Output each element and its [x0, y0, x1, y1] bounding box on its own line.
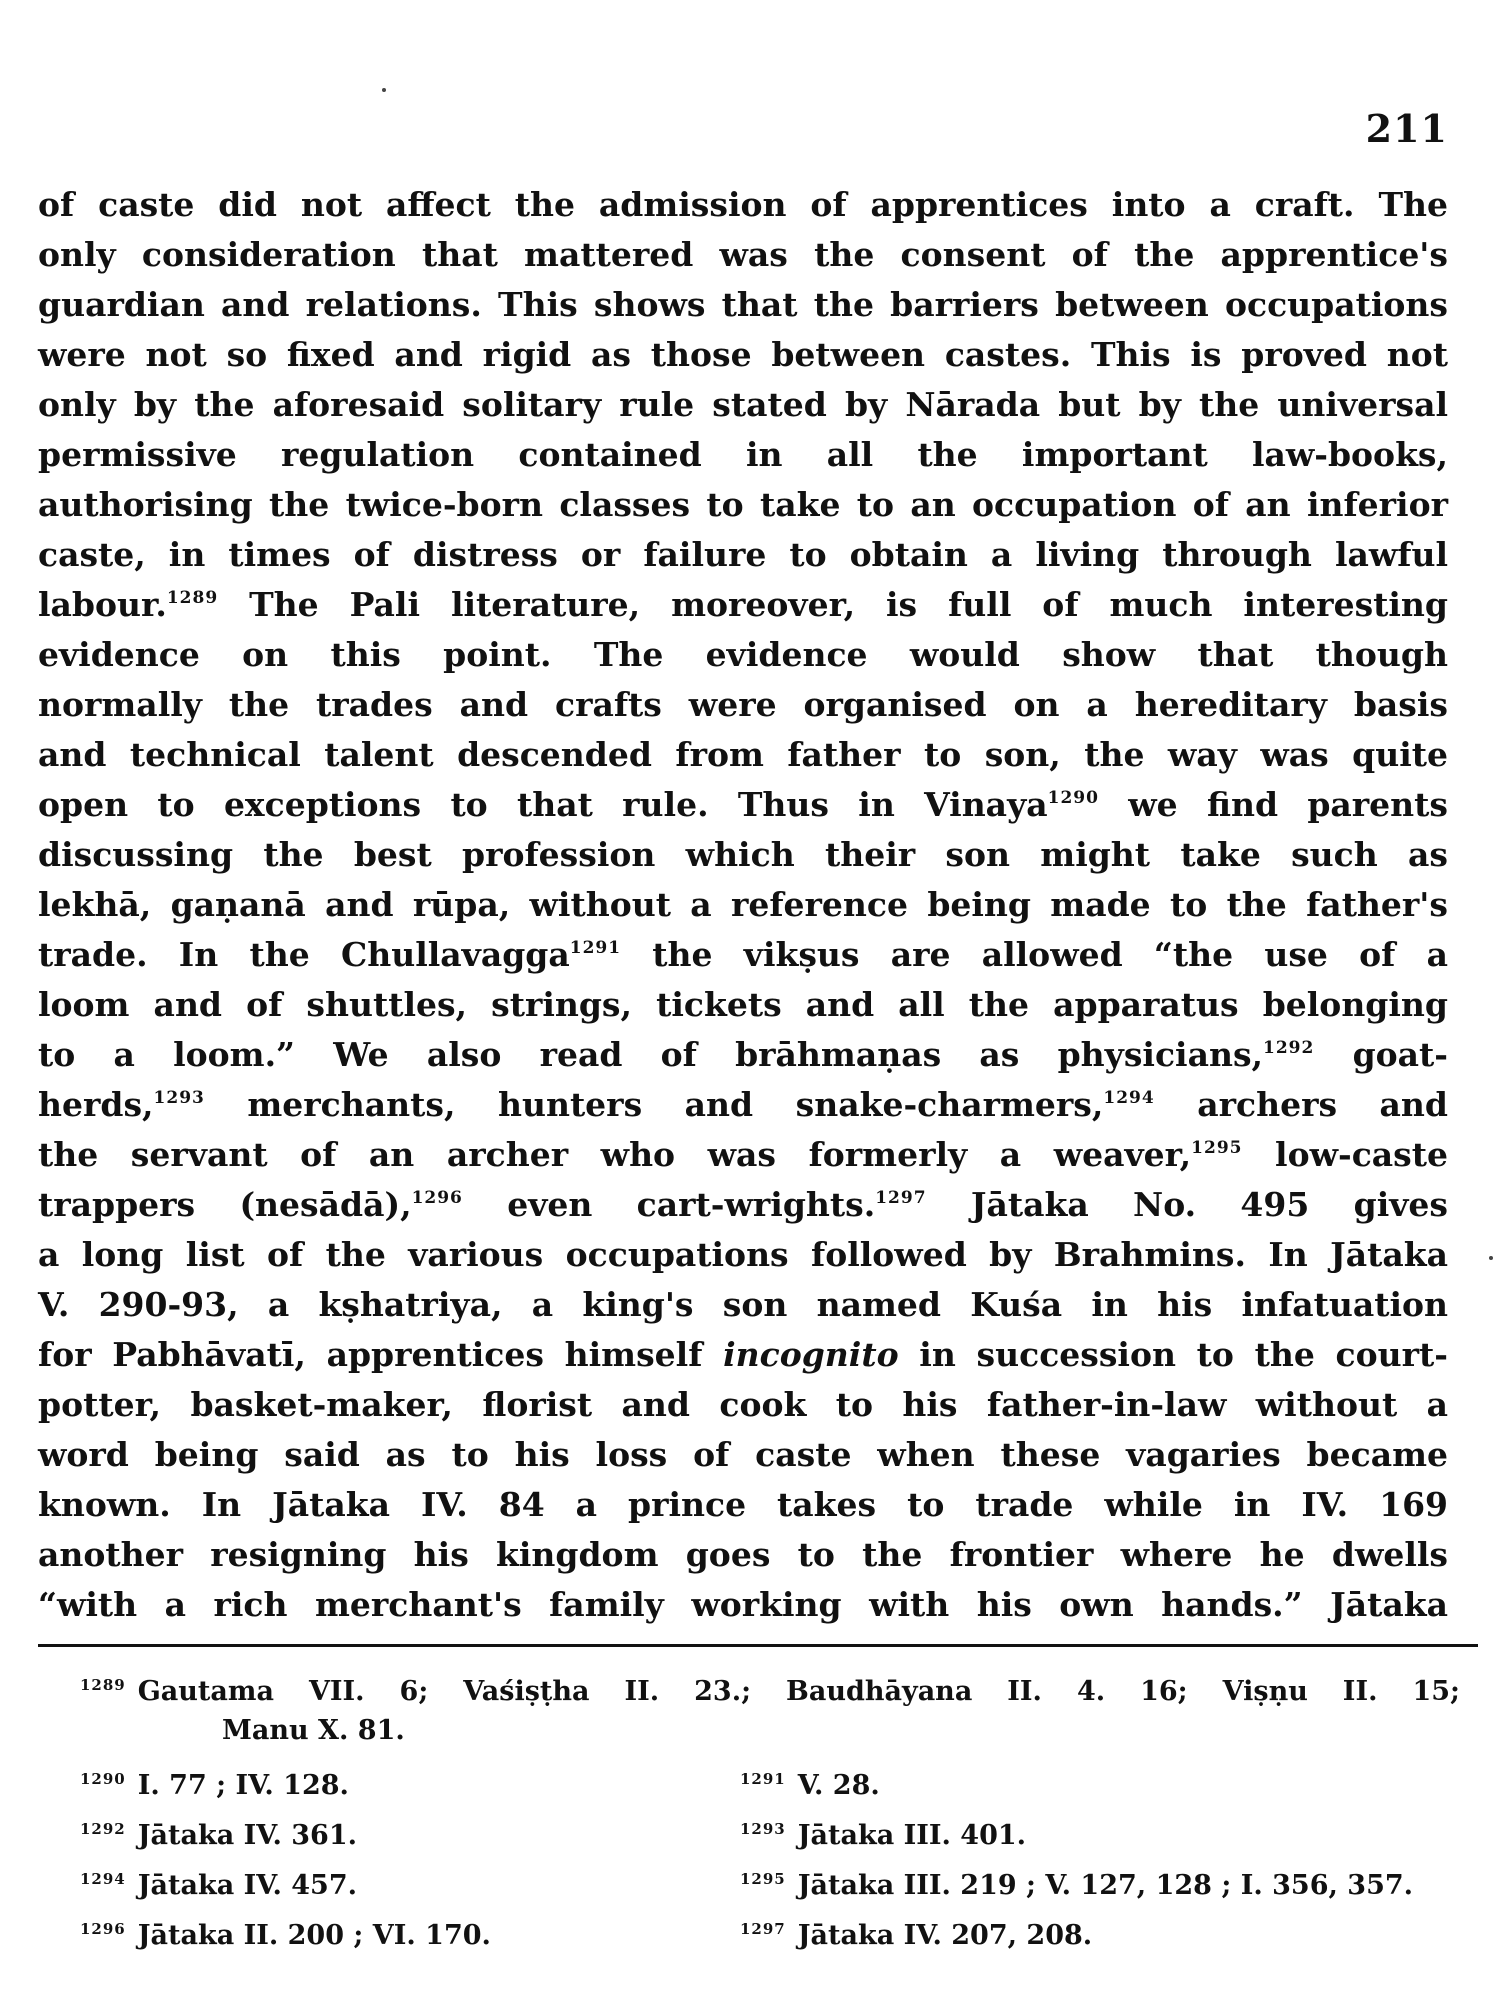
text-segment: “with a rich merchant's family working with his own hands.” Jātaka	[38, 1585, 1448, 1624]
footnote-number: 1292	[80, 1820, 126, 1838]
footnote-number: 1293	[740, 1820, 786, 1838]
footnote-ref: 1289	[166, 588, 219, 608]
footnote-row	[80, 1754, 1460, 1804]
text-segment: discussing the best profession which their son might take such as	[38, 835, 1448, 874]
footnote-ref: 1296	[411, 1188, 463, 1208]
text-line	[38, 1080, 1448, 1130]
text-segment: to a loom.” We also read of brāhmaṇas as physicians,	[38, 1035, 1264, 1074]
footnote-1292	[80, 1804, 740, 1854]
print-speck	[1489, 1256, 1493, 1260]
text-line	[38, 680, 1448, 730]
text-segment: caste, in times of distress or failure to obtain a living through lawful	[38, 535, 1448, 574]
footnote-text: Jātaka IV. 457.	[137, 1870, 358, 1901]
text-segment: lekhā, gaṇanā and rūpa, without a reference being made to the father's	[38, 885, 1448, 924]
footnote-pairs	[80, 1754, 1460, 1954]
text-line	[38, 380, 1448, 430]
text-segment: trappers (nesādā),	[38, 1185, 412, 1224]
text-segment: we find parents	[1098, 785, 1448, 824]
text-segment: potter, basket-maker, florist and cook to his father-in-law without a	[38, 1385, 1448, 1424]
footnote-row	[80, 1904, 1460, 1954]
italic-text: incognito	[723, 1335, 899, 1374]
text-segment: labour.	[38, 585, 167, 624]
text-line	[38, 980, 1448, 1030]
footnote-number: 1295	[740, 1870, 786, 1888]
page-number: 211	[1365, 106, 1448, 151]
text-segment: authorising the twice-born classes to take to an occupation of an inferior	[38, 485, 1448, 524]
text-segment: low-caste	[1242, 1135, 1448, 1174]
footnote-text: Jātaka IV. 361.	[137, 1820, 358, 1851]
text-segment: goat-	[1314, 1035, 1448, 1074]
footnote-1289	[80, 1662, 1460, 1708]
text-line	[38, 780, 1448, 830]
footnote-number: 1291	[740, 1770, 786, 1788]
text-segment: The Pali literature, moreover, is full of much interesting	[218, 585, 1448, 624]
footnote-text: Jātaka II. 200 ; VI. 170.	[137, 1920, 491, 1951]
text-segment: V. 290-93, a kṣhatriya, a king's son named Kuśa in his infatuation	[38, 1285, 1448, 1324]
text-segment: trade. In the Chullavagga	[38, 935, 570, 974]
footnote-1291	[740, 1754, 1400, 1804]
footnote-1295	[740, 1854, 1414, 1904]
footnote-text: Jātaka III. 401.	[797, 1820, 1027, 1851]
footnotes	[80, 1662, 1460, 1954]
text-segment: only consideration that mattered was the consent of the apprentice's	[38, 235, 1448, 274]
text-line	[38, 1530, 1448, 1580]
text-line	[38, 1280, 1448, 1330]
text-segment: the vikṣus are allowed “the use of a	[621, 935, 1448, 974]
text-line	[38, 330, 1448, 380]
text-segment: a long list of the various occupations followed by Brahmins. In Jātaka	[38, 1235, 1448, 1274]
footnote-ref: 1297	[875, 1188, 927, 1208]
text-line	[38, 480, 1448, 530]
text-line	[38, 1430, 1448, 1480]
footnote-text: V. 28.	[797, 1770, 880, 1801]
footnote-1289-continuation: Manu X. 81.	[222, 1715, 405, 1746]
text-segment: archers and	[1154, 1085, 1449, 1124]
text-line	[38, 430, 1448, 480]
footnote-text: Jātaka III. 219 ; V. 127, 128 ; I. 356, 357.	[797, 1870, 1414, 1901]
text-segment: were not so fixed and rigid as those between castes. This is proved not	[38, 335, 1448, 374]
text-line	[38, 930, 1448, 980]
footnote-row	[80, 1804, 1460, 1854]
footnote-text: Gautama VII. 6; Vaśiṣṭha II. 23.; Baudhāyana II. 4. 16; Viṣṇu II. 15;	[137, 1676, 1460, 1707]
text-line	[38, 1380, 1448, 1430]
footnote-ref: 1293	[153, 1088, 205, 1108]
text-segment: the servant of an archer who was formerly a weaver,	[38, 1135, 1192, 1174]
footnote-1294	[80, 1854, 740, 1904]
footnote-ref: 1294	[1103, 1088, 1155, 1108]
footnote-ref: 1290	[1047, 788, 1099, 808]
text-line	[38, 730, 1448, 780]
text-line	[38, 1330, 1448, 1380]
text-line	[38, 180, 1448, 230]
text-segment: in succession to the court-	[898, 1335, 1448, 1374]
footnote-1296	[80, 1904, 740, 1954]
footnote-text: I. 77 ; IV. 128.	[137, 1770, 349, 1801]
text-line	[38, 630, 1448, 680]
text-segment: merchants, hunters and snake-charmers,	[204, 1085, 1104, 1124]
footnote-number: 1296	[80, 1920, 126, 1938]
text-segment: normally the trades and crafts were organised on a hereditary basis	[38, 685, 1448, 724]
text-segment: known. In Jātaka IV. 84 a prince takes to trade while in IV. 169	[38, 1485, 1448, 1524]
footnote-ref: 1292	[1263, 1038, 1315, 1058]
footnote-row	[80, 1854, 1460, 1904]
text-segment: even cart-wrights.	[462, 1185, 876, 1224]
footnote-1293	[740, 1804, 1400, 1854]
text-segment: for Pabhāvatī, apprentices himself	[38, 1335, 724, 1374]
footnote-ref: 1291	[569, 938, 622, 958]
text-line	[38, 530, 1448, 580]
body-text	[38, 180, 1448, 1630]
footnote-1290	[80, 1754, 740, 1804]
text-segment: open to exceptions to that rule. Thus in Vinaya	[38, 785, 1048, 824]
text-line	[38, 1030, 1448, 1080]
text-line	[38, 280, 1448, 330]
footnote-number: 1294	[80, 1870, 126, 1888]
text-line	[38, 1130, 1448, 1180]
print-speck	[382, 88, 386, 92]
text-line	[38, 1480, 1448, 1530]
text-line	[38, 880, 1448, 930]
text-line	[38, 1580, 1448, 1630]
text-segment: permissive regulation contained in all the important law-books,	[38, 435, 1448, 474]
footnote-text: Jātaka IV. 207, 208.	[797, 1920, 1093, 1951]
text-line	[38, 1230, 1448, 1280]
text-segment: word being said as to his loss of caste when these vagaries became	[38, 1435, 1448, 1474]
footnote-ref: 1295	[1191, 1138, 1243, 1158]
text-segment: evidence on this point. The evidence would show that though	[38, 635, 1448, 674]
footnote-1297	[740, 1904, 1400, 1954]
text-segment: and technical talent descended from father to son, the way was quite	[38, 735, 1448, 774]
text-segment: herds,	[38, 1085, 154, 1124]
text-segment: guardian and relations. This shows that the barriers between occupations	[38, 285, 1448, 324]
text-segment: another resigning his kingdom goes to the frontier where he dwells	[38, 1535, 1448, 1574]
text-segment: Jātaka No. 495 gives	[926, 1185, 1448, 1224]
text-line	[38, 1180, 1448, 1230]
text-line	[38, 580, 1448, 630]
text-line	[38, 830, 1448, 880]
text-line	[38, 230, 1448, 280]
text-segment: only by the aforesaid solitary rule stated by Nārada but by the universal	[38, 385, 1448, 424]
footnote-number: 1290	[80, 1770, 126, 1788]
footnote-number: 1297	[740, 1920, 786, 1938]
text-segment: loom and of shuttles, strings, tickets and all the apparatus belonging	[38, 985, 1448, 1024]
footnote-rule	[38, 1644, 1478, 1647]
footnote-number: 1289	[80, 1676, 126, 1694]
text-segment: of caste did not affect the admission of apprentices into a craft. The	[38, 185, 1448, 224]
